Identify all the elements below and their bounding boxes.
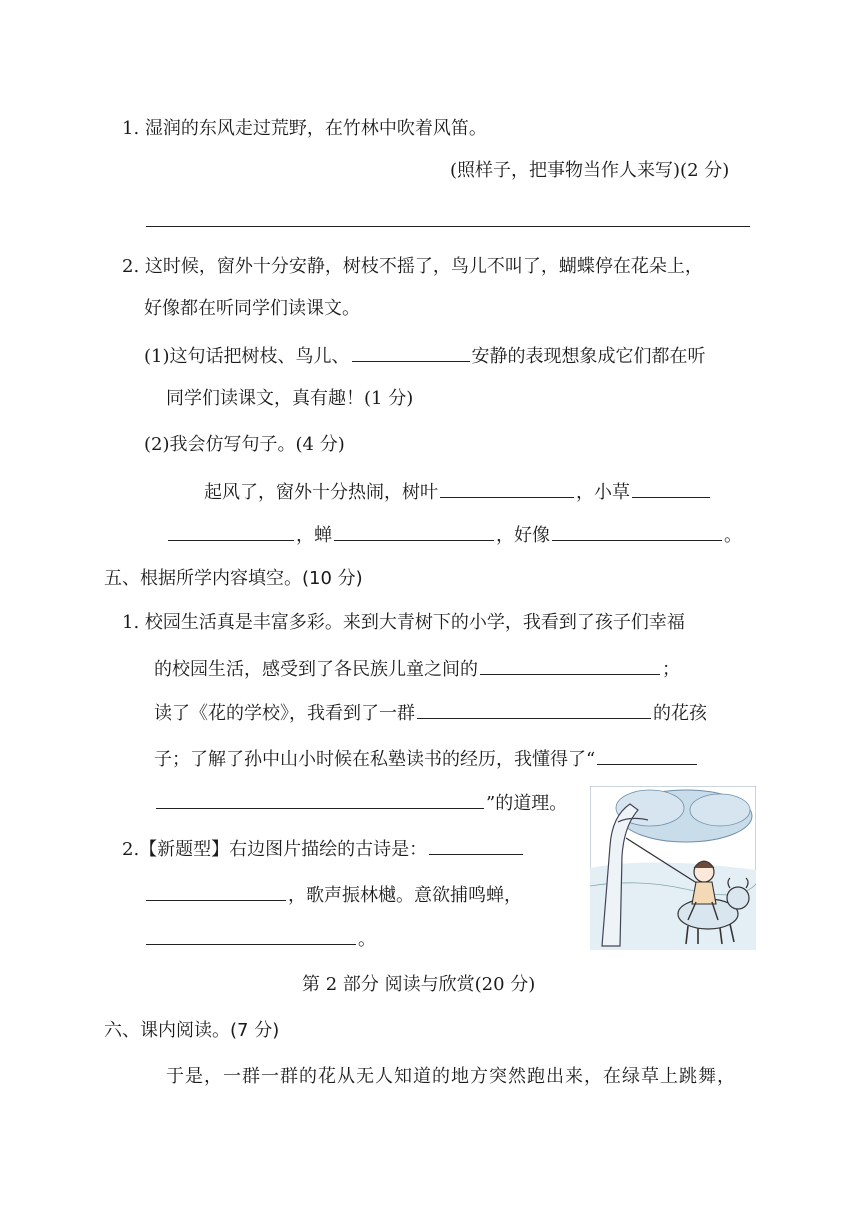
- q2-sub1-blank[interactable]: [352, 343, 470, 362]
- q2-sub1-line1: [144, 343, 706, 370]
- s5-q1-line1: 1. 校园生活真是丰富多彩。来到大青树下的小学，我看到了孩子们幸福: [122, 612, 685, 633]
- part2-title: 第 2 部分 阅读与欣赏(20 分): [302, 974, 536, 995]
- s5-q1-line4: [154, 746, 699, 773]
- q1-instruction: (照样子，把事物当作人来写)(2 分): [450, 160, 730, 181]
- s5-q2-blank-1[interactable]: [429, 836, 523, 855]
- q2-line1: 2. 这时候，窗外十分安静，树枝不摇了，鸟儿不叫了，蝴蝶停在花朵上，: [122, 256, 703, 277]
- q2-blank-leaves[interactable]: [440, 479, 574, 498]
- q1-sentence: 1. 湿润的东风走过荒野，在竹林中吹着风笛。: [122, 118, 487, 139]
- s5-q1-blank-lesson-1[interactable]: [597, 746, 697, 765]
- s5-q1-line2-end: ；: [662, 659, 680, 680]
- s5-q2-blank-2[interactable]: [146, 882, 286, 901]
- q2-fill-line2: [166, 522, 742, 549]
- s5-q2-blank-3[interactable]: [146, 926, 356, 945]
- s5-q2-line3: [144, 926, 376, 953]
- s5-q1-line5: [154, 790, 567, 817]
- q2-fill-d: ，好像: [496, 525, 550, 546]
- s5-q2-line3-end: 。: [358, 929, 376, 950]
- s5-q2-line1-text: 2.【新题型】右边图片描绘的古诗是：: [122, 839, 428, 860]
- s5-q2-line2-text: ，歌声振林樾。意欲捕鸣蝉，: [288, 885, 522, 906]
- s5-q1-blank-friendship[interactable]: [480, 656, 660, 675]
- s5-q1-line3-end: 的花孩: [653, 703, 707, 724]
- s5-q1-line3: [154, 700, 707, 727]
- q2-fill-a: 起风了，窗外十分热闹，树叶: [204, 482, 438, 503]
- s5-q1-blank-lesson-2[interactable]: [156, 790, 484, 809]
- q2-fill-line1: [204, 479, 712, 506]
- q2-fill-b: ，小草: [576, 482, 630, 503]
- s5-q2-line2: [144, 882, 522, 909]
- section5-heading: 五、根据所学内容填空。(10 分): [104, 568, 363, 589]
- section6-passage: 于是，一群一群的花从无人知道的地方突然跑出来，在绿草上跳舞，: [166, 1066, 736, 1087]
- q2-sub2: (2)我会仿写句子。(4 分): [144, 434, 345, 455]
- q1-answer-line[interactable]: [144, 208, 752, 235]
- s5-q1-line2: [154, 656, 680, 683]
- s5-q1-blank-flowers[interactable]: [417, 700, 651, 719]
- q2-fill-c: ，蝉: [296, 525, 332, 546]
- s5-q2-line1: [122, 836, 525, 863]
- s5-q1-line4-text: 子；了解了孙中山小时候在私塾读书的经历，我懂得了“: [154, 749, 596, 770]
- s5-q1-line2-text: 的校园生活，感受到了各民族儿童之间的: [154, 659, 478, 680]
- q2-sub1-post: 安静的表现想象成它们都在听: [471, 346, 706, 367]
- q2-blank-like[interactable]: [552, 522, 722, 541]
- section6-heading: 六、课内阅读。(7 分): [104, 1020, 280, 1041]
- q2-sub1-line2: 同学们读课文，真有趣！(1 分): [166, 388, 414, 409]
- q2-blank-grass-1[interactable]: [632, 479, 710, 498]
- s5-q1-line3-text: 读了《花的学校》，我看到了一群: [154, 703, 415, 724]
- q2-blank-grass-2[interactable]: [168, 522, 294, 541]
- q2-fill-e: 。: [724, 525, 742, 546]
- q2-line2: 好像都在听同学们读课文。: [144, 298, 360, 319]
- s5-q1-line5-end: ”的道理。: [486, 793, 568, 814]
- q2-blank-cicada[interactable]: [334, 522, 494, 541]
- q2-sub1-pre: (1)这句话把树枝、鸟儿、: [144, 346, 350, 367]
- boy-riding-ox-illustration: [590, 786, 756, 950]
